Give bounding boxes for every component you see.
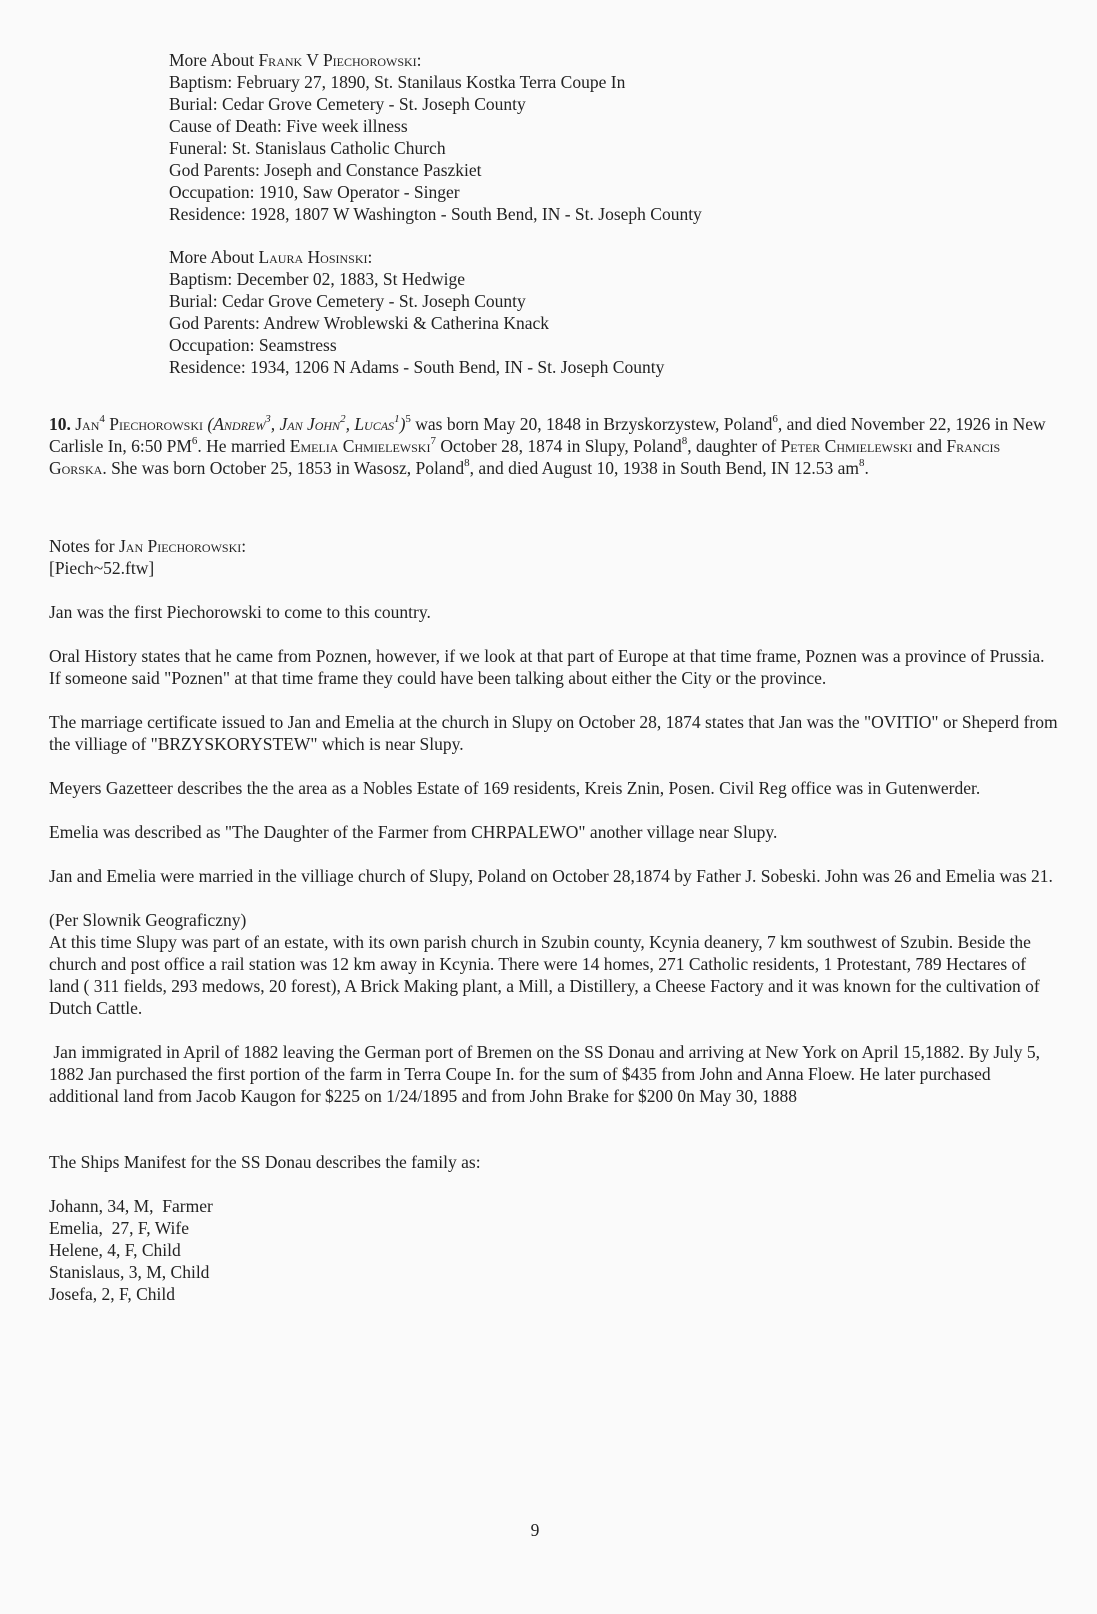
entry-10 — [49, 413, 1059, 479]
manifest-row: Helene, 4, F, Child — [49, 1240, 181, 1260]
notes-paragraph: Jan and Emelia were married in the villiage church of Slupy, Poland on October 28,1874 by Father J. Sobeski. John was 26 and Emelia was 21. — [49, 866, 1053, 886]
about-frank-heading: More About Frank V Piechorowski: — [169, 50, 422, 70]
about-laura-line: Baptism: December 02, 1883, St Hedwige — [169, 269, 465, 289]
manifest-intro: The Ships Manifest for the SS Donau describes the family as: — [49, 1152, 481, 1172]
about-laura-line: Occupation: Seamstress — [169, 335, 337, 355]
entry-paragraph: 10. Jan$^4$ Piechorowski (Andrew$^3$, Jan John$^2$, Lucas$^1$)$^5$ was born May 20, 1848 in Brzyskorzystew, Poland$^6$, and died November 22, 1926 in New Carlisle In, 6:50 $PM^6$. He married Emelia Chmielewski$^7$ October 28, 1874 in Slupy, Poland$^8$, daughter of Peter Chmielewski and Francis Gorska. She was born October 25, 1853 in Wasosz, Poland$^8$, and died August 10, 1938 in South Bend, IN 12.53 $am^8$. — [49, 413, 1046, 478]
about-laura-line: God Parents: Andrew Wroblewski & Catherina Knack — [169, 313, 550, 333]
manifest-row: Stanislaus, 3, M, Child — [49, 1262, 210, 1282]
about-frank-line: Baptism: February 27, 1890, St. Stanilaus Kostka Terra Coupe In — [169, 72, 626, 92]
manifest-row: Josefa, 2, F, Child — [49, 1284, 175, 1304]
notes-paragraph: Emelia was described as "The Daughter of the Farmer from CHRPALEWO" another village near Slupy. — [49, 822, 778, 842]
notes-paragraph: Jan was the first Piechorowski to come to this country. — [49, 602, 431, 622]
notes-heading: Notes for Jan Piechorowski: — [49, 536, 247, 556]
notes-paragraph: The marriage certificate issued to Jan and Emelia at the church in Slupy on October 28, 1874 states that Jan was the "OVITIO" or Sheperd from the villiage of "BRZYSKORYSTEW" which is near Slupy. — [49, 712, 1058, 754]
immigration-paragraph: Jan immigrated in April of 1882 leaving the German port of Bremen on the SS Donau and arriving at New York on April 15,1882. By July 5, 1882 Jan purchased the first portion of the farm in Terra Coupe In. for the sum of $435 from John and Anna Floew. He later purchased additional land from Jacob Kaugon for $225 on 1/24/1895 and from John Brake for $200 0n May 30, 1888 — [49, 1042, 1045, 1106]
notes-section — [49, 535, 1059, 1305]
notes-paragraph: Meyers Gazetteer describes the the area as a Nobles Estate of 169 residents, Kreis Znin, Posen. Civil Reg office was in Gutenwerder. — [49, 778, 981, 798]
slownik-text: At this time Slupy was part of an estate, with its own parish church in Szubin county, Kcynia deanery, 7 km southwest of Szubin. Beside the church and post office a rail station was 12 km away in Kcynia. There were 14 homes, 271 Catholic residents, 1 Protestant, 789 Hectares of land ( 311 fields, 293 medows, 20 forest), A Brick Making plant, a Mill, a Distillery, a Cheese Factory and it was known for the cultivation of Dutch Cattle. — [49, 932, 1040, 1018]
page-number: 9 — [530, 1520, 540, 1540]
lineage: (Andrew$^3$, Jan John$^2$, Lucas$^1$) — [207, 413, 406, 434]
about-frank-line: Residence: 1928, 1807 W Washington - South Bend, IN - St. Joseph County — [169, 204, 702, 224]
about-frank-line: Occupation: 1910, Saw Operator - Singer — [169, 182, 460, 202]
notes-file: [Piech~52.ftw] — [49, 558, 155, 578]
manifest-row: Emelia, 27, F, Wife — [49, 1218, 189, 1238]
about-laura-line: Burial: Cedar Grove Cemetery - St. Joseph County — [169, 291, 526, 311]
about-frank-line: Funeral: St. Stanislaus Catholic Church — [169, 138, 446, 158]
about-frank-line: Cause of Death: Five week illness — [169, 116, 408, 136]
about-frank-section — [169, 49, 969, 225]
slownik-title: (Per Slownik Geograficzny) — [49, 910, 247, 930]
notes-paragraph: Oral History states that he came from Poznen, however, if we look at that part of Europe at that time frame, Poznen was a province of Prussia. If someone said "Poznen" at that time frame they could have been talking about either the City or the province. — [49, 646, 1045, 688]
about-frank-line: Burial: Cedar Grove Cemetery - St. Joseph County — [169, 94, 526, 114]
about-laura-line: Residence: 1934, 1206 N Adams - South Bend, IN - St. Joseph County — [169, 357, 665, 377]
about-frank-line: God Parents: Joseph and Constance Paszkiet — [169, 160, 482, 180]
about-laura-section — [169, 246, 969, 378]
manifest-row: Johann, 34, M, Farmer — [49, 1196, 213, 1216]
about-laura-heading: More About Laura Hosinski: — [169, 247, 373, 267]
